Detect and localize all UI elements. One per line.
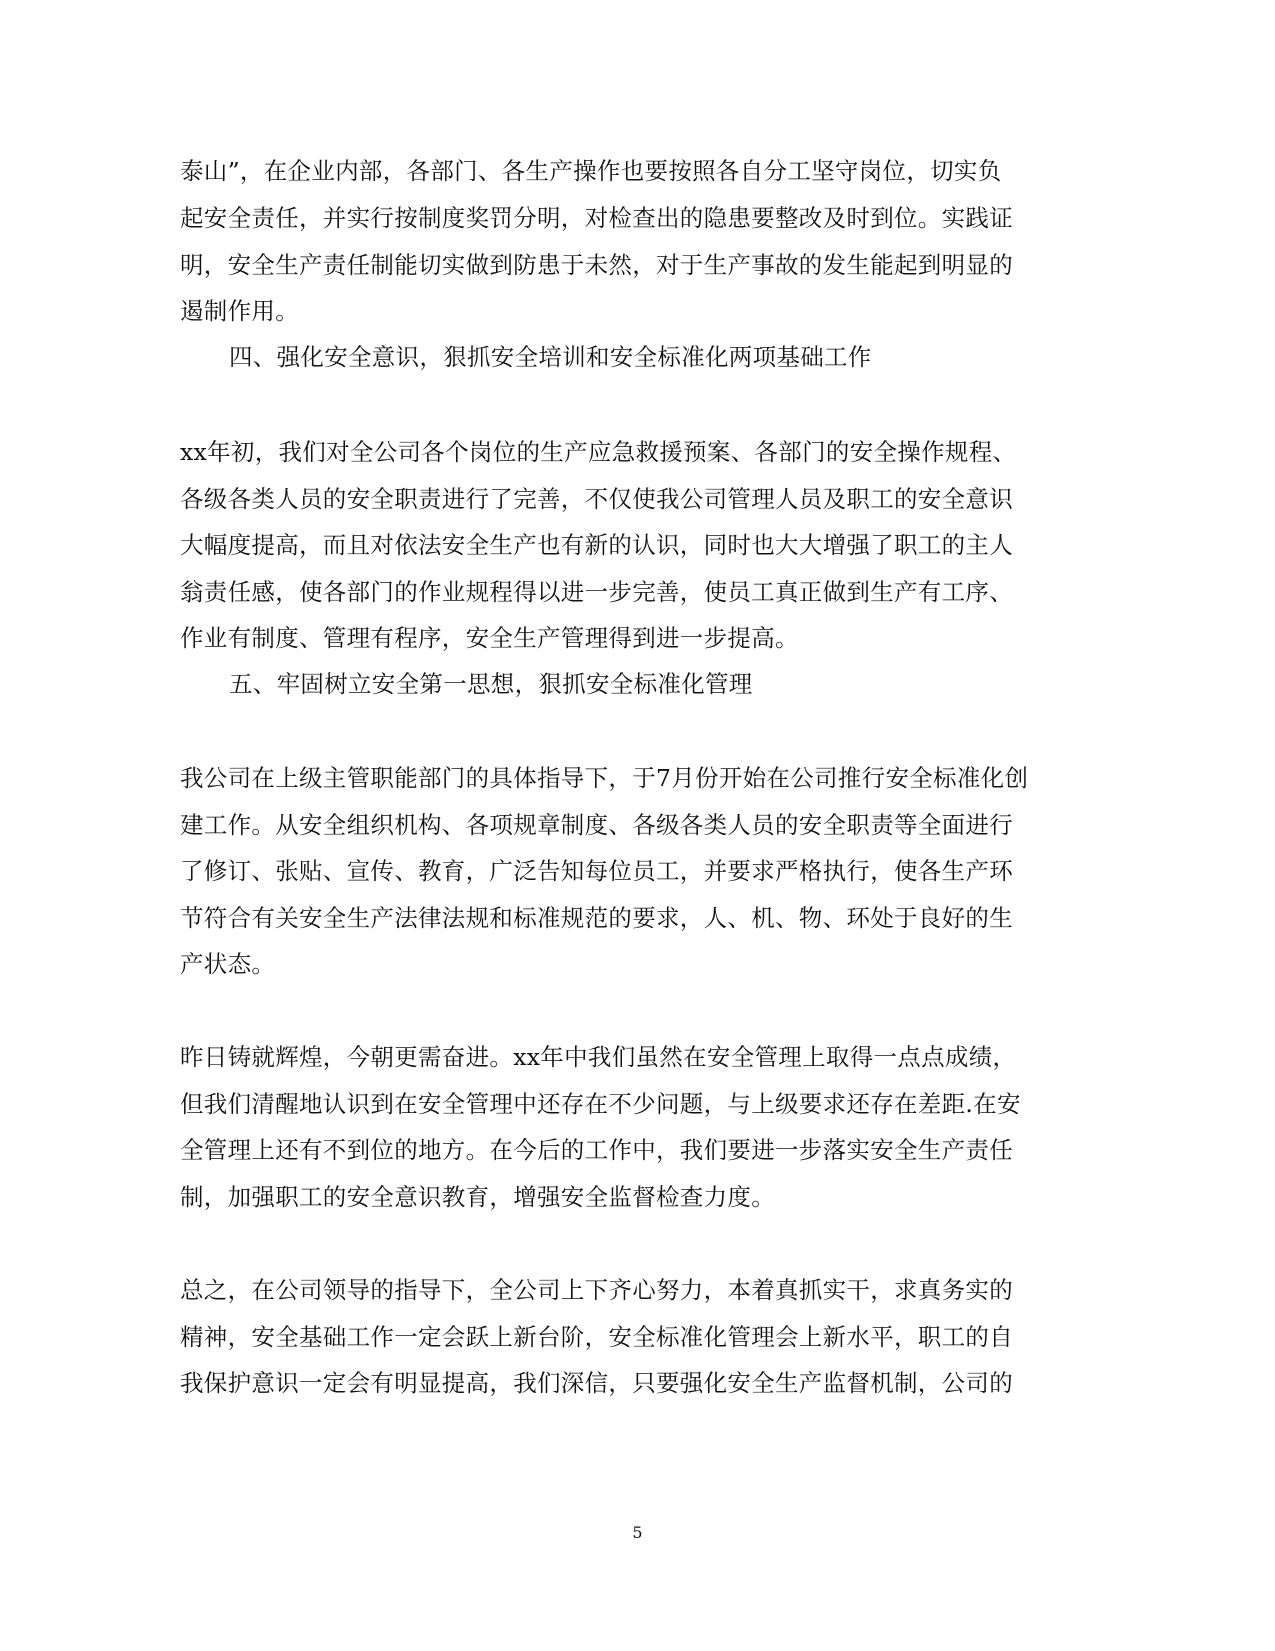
- paragraph-line: 昨日铸就辉煌，今朝更需奋进。xx年中我们虽然在安全管理上取得一点点成绩，: [180, 1043, 1017, 1071]
- paragraph-line: 制，加强职工的安全意识教育，增强安全监督检查力度。: [180, 1183, 775, 1211]
- paragraph-line: 遏制作用。: [180, 297, 299, 325]
- paragraph-line: 作业有制度、管理有程序，安全生产管理得到进一步提高。: [180, 624, 799, 652]
- paragraph-line: 起安全责任，并实行按制度奖罚分明，对检查出的隐患要整改及时到位。实践证: [180, 204, 1013, 232]
- paragraph-line: 各级各类人员的安全职责进行了完善，不仅使我公司管理人员及职工的安全意识: [180, 485, 1013, 513]
- paragraph-line: 精神，安全基础工作一定会跃上新台阶，安全标准化管理会上新水平，职工的自: [180, 1323, 1013, 1351]
- paragraph-line: 泰山”，在企业内部，各部门、各生产操作也要按照各自分工坚守岗位，切实负: [180, 157, 1002, 185]
- page-number: 5: [632, 1523, 643, 1542]
- paragraph-line: 但我们清醒地认识到在安全管理中还存在不少问题，与上级要求还存在差距.在安: [180, 1090, 1021, 1118]
- paragraph-line: 我保护意识一定会有明显提高，我们深信，只要强化安全生产监督机制，公司的: [180, 1369, 1013, 1397]
- paragraph-line: 明，安全生产责任制能切实做到防患于未然，对于生产事故的发生能起到明显的: [180, 251, 1013, 279]
- paragraph-line: 我公司在上级主管职能部门的具体指导下，于7月份开始在公司推行安全标准化创: [180, 764, 1029, 792]
- paragraph-line: 全管理上还有不到位的地方。在今后的工作中，我们要进一步落实安全生产责任: [180, 1136, 1013, 1164]
- paragraph-line: 了修订、张贴、宣传、教育，广泛告知每位员工，并要求严格执行，使各生产环: [180, 857, 1013, 885]
- paragraph-line: 建工作。从安全组织机构、各项规章制度、各级各类人员的安全职责等全面进行: [180, 811, 1013, 839]
- section-heading-5: 五、牢固树立安全第一思想，狠抓安全标准化管理: [229, 670, 753, 698]
- section-heading-4: 四、强化安全意识，狠抓安全培训和安全标准化两项基础工作: [229, 343, 872, 371]
- paragraph-line: 翁责任感，使各部门的作业规程得以进一步完善，使员工真正做到生产有工序、: [180, 578, 1013, 606]
- paragraph-line: xx年初，我们对全公司各个岗位的生产应急救援预案、各部门的安全操作规程、: [180, 438, 1017, 466]
- paragraph-line: 节符合有关安全生产法律法规和标准规范的要求，人、机、物、环处于良好的生: [180, 904, 1013, 932]
- paragraph-line: 总之，在公司领导的指导下，全公司上下齐心努力，本着真抓实干，求真务实的: [180, 1276, 1013, 1304]
- paragraph-line: 产状态。: [180, 950, 276, 978]
- paragraph-line: 大幅度提高，而且对依法安全生产也有新的认识，同时也大大增强了职工的主人: [180, 531, 1013, 559]
